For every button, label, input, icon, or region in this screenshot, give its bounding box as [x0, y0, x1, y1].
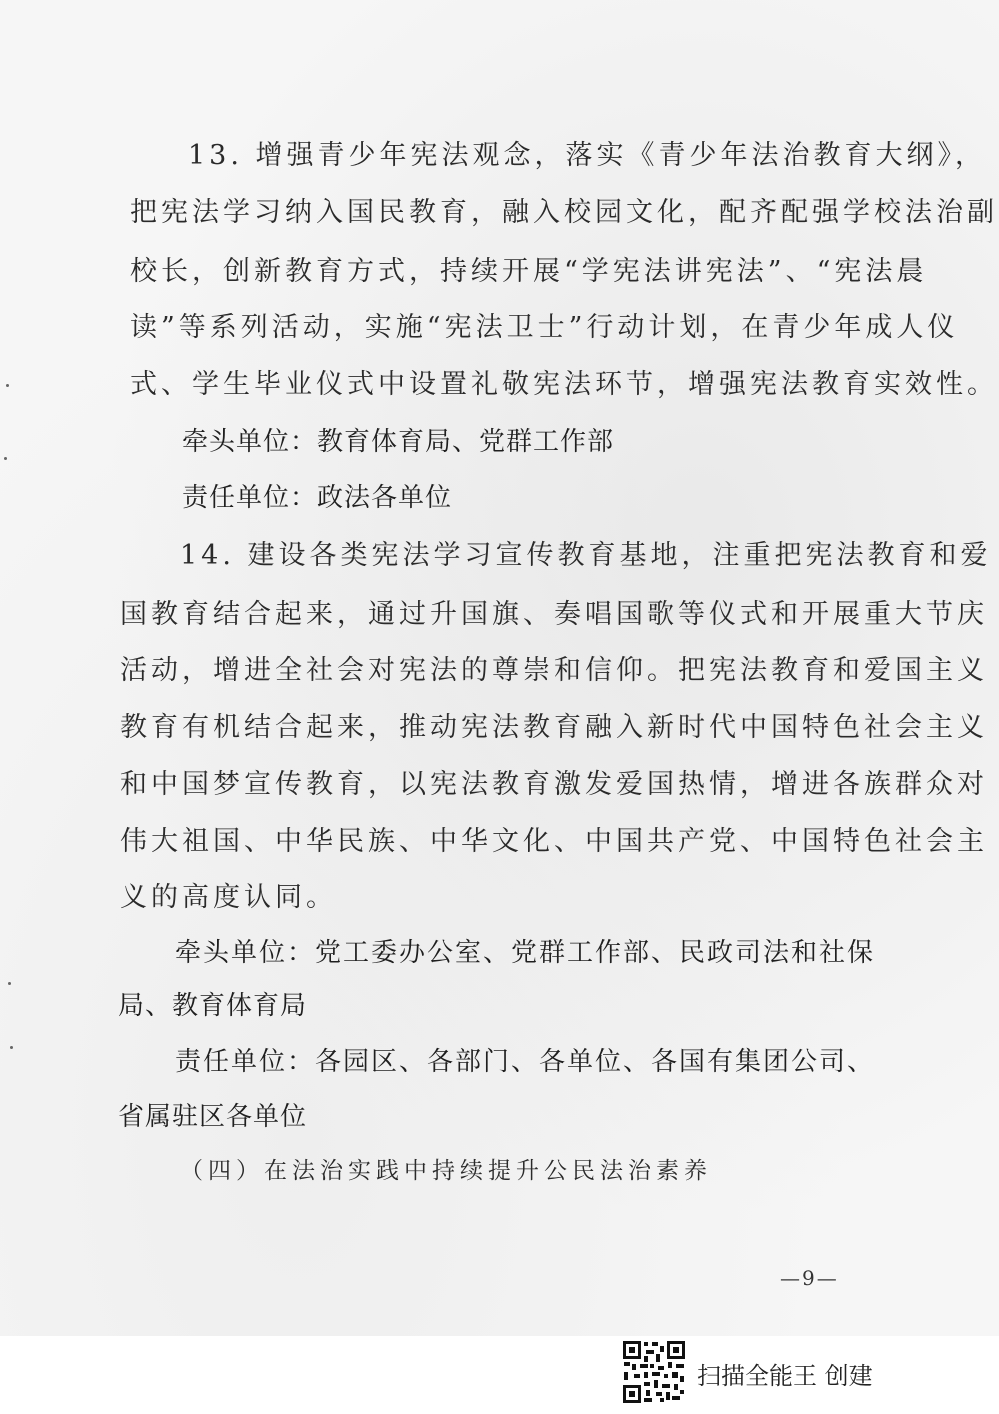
item13-lead-unit: 牵头单位：教育体育局、党群工作部: [182, 427, 615, 457]
item14-line-3: 活动，增进全社会对宪法的尊崇和信仰。把宪法教育和爱国主义: [120, 655, 988, 686]
scan-speck: [4, 457, 7, 460]
item13-line-1: 13. 增强青少年宪法观念，落实《青少年法治教育大纲》，: [188, 140, 987, 171]
item14-line-6: 伟大祖国、中华民族、中华文化、中国共产党、中国特色社会主: [120, 826, 988, 857]
item14-responsible-unit-line-2: 省属驻区各单位: [118, 1102, 308, 1132]
item14-line-7: 义的高度认同。: [120, 882, 337, 913]
item14-lead-unit-line-1: 牵头单位：党工委办公室、党群工作部、民政司法和社保: [175, 938, 876, 968]
item14-lead-unit-line-2: 局、教育体育局: [118, 991, 308, 1021]
scanner-label: 扫描全能王 创建: [697, 1362, 873, 1390]
item13-line-2: 把宪法学习纳入国民教育，融入校园文化，配齐配强学校法治副: [130, 197, 998, 228]
item14-line-4: 教育有机结合起来，推动宪法教育融入新时代中国特色社会主义: [120, 712, 988, 743]
scan-speck: [10, 1046, 13, 1049]
qr-code-icon[interactable]: [622, 1340, 686, 1404]
item13-line-3: 校长，创新教育方式，持续开展“学宪法讲宪法”、“宪法晨: [130, 256, 928, 287]
scanner-footer: [0, 1336, 999, 1414]
item14-responsible-unit-line-1: 责任单位：各园区、各部门、各单位、各国有集团公司、: [175, 1047, 876, 1077]
item13-line-4: 读”等系列活动，实施“宪法卫士”行动计划，在青少年成人仪: [130, 312, 959, 343]
item14-line-5: 和中国梦宣传教育，以宪法教育激发爱国热情，增进各族群众对: [120, 769, 988, 800]
item14-line-2: 国教育结合起来，通过升国旗、奏唱国歌等仪式和开展重大节庆: [120, 599, 988, 630]
scan-speck: [8, 982, 11, 985]
section-heading: （四）在法治实践中持续提升公民法治素养: [180, 1158, 712, 1184]
item14-line-1: 14. 建设各类宪法学习宣传教育基地，注重把宪法教育和爱: [180, 540, 992, 571]
item13-line-5: 式、学生毕业仪式中设置礼敬宪法环节，增强宪法教育实效性。: [130, 369, 998, 400]
item13-responsible-unit: 责任单位：政法各单位: [182, 483, 453, 513]
scan-speck: [6, 384, 9, 387]
page-number: —9—: [780, 1266, 839, 1290]
